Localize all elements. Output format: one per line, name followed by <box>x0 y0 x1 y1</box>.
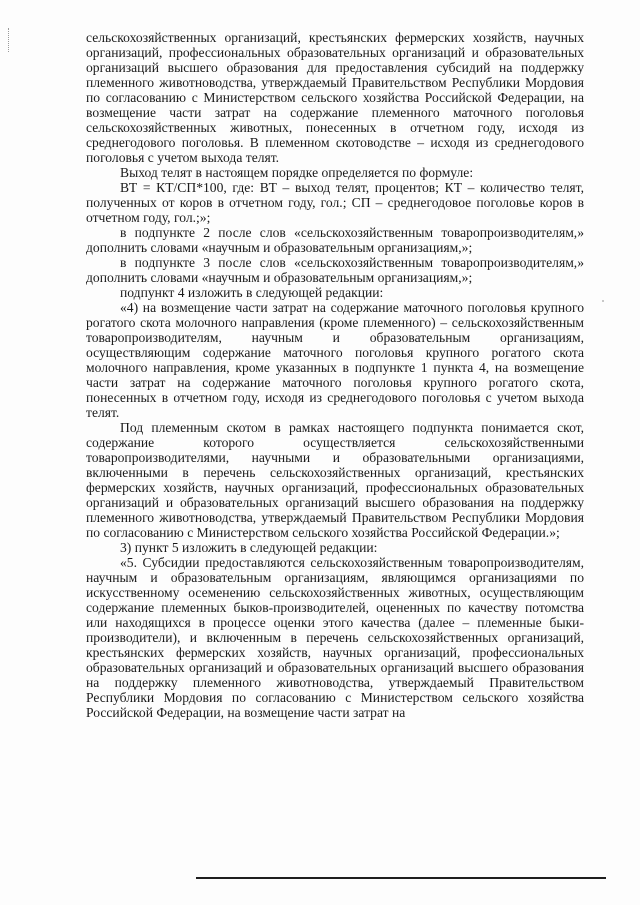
paragraph: сельскохозяйственных организаций, крестьянских фермерских хозяйств, научных организаций, профессиональных образовательных организаций и образовательных организаций высшего образования для предоставления субсидий на поддержку племенного животноводства, утверждаемый Правительством Республики Мордовия по согласованию с Министерством сельского хозяйства Российской Федерации, на возмещение части затрат на содержание племенного маточного поголовья сельскохозяйственных животных, понесенных в отчетном году, исходя из среднегодового поголовья. В племенном скотоводстве – исходя из среднегодового поголовья с учетом выхода телят. <box>86 30 584 165</box>
document-body <box>86 30 584 720</box>
paragraph: подпункт 4 изложить в следующей редакции: <box>120 285 384 300</box>
paragraph: 3) пункт 5 изложить в следующей редакции: <box>120 540 378 555</box>
scan-bottom-line <box>196 877 606 879</box>
paragraph: Под племенным скотом в рамках настоящего подпункта понимается скот, содержание которого осуществляется сельскохозяйственными товаропроизводителями, научными и образовательными организациями, включенными в перечень сельскохозяйственных организаций, крестьянских фермерских хозяйств, научных организаций, профессиональных образовательных организаций и образовательных организаций высшего образования на поддержку племенного животноводства, утверждаемый Правительством Республики Мордовия по согласованию с Министерством сельского хозяйства Российской Федерации.»; <box>86 420 584 540</box>
scan-edge-mark <box>8 28 11 52</box>
paragraph: Выход телят в настоящем порядке определяется по формуле: <box>120 165 474 180</box>
scan-speck <box>602 300 604 302</box>
paragraph: в подпункте 3 после слов «сельскохозяйственным товаропроизводителям,» дополнить словами «научным и образовательным организациям,»; <box>86 255 584 285</box>
paragraph: ВТ = КТ/СП*100, где: ВТ – выход телят, процентов; КТ – количество телят, полученных от коров в отчетном году, гол.; СП – среднегодовое поголовье коров в отчетном году, гол.;»; <box>86 180 584 225</box>
paragraph: «4) на возмещение части затрат на содержание маточного поголовья крупного рогатого скота молочного направления (кроме племенного) – сельскохозяйственным товаропроизводителям, научным и образовательным организациям, осуществляющим содержание маточного поголовья крупного рогатого скота молочного направления, кроме указанных в подпункте 1 пункта 4, на возмещение части затрат на содержание маточного поголовья крупного рогатого скота, понесенных в отчетном году, исходя из среднегодового поголовья с учетом выхода телят. <box>86 300 584 420</box>
paragraph: в подпункте 2 после слов «сельскохозяйственным товаропроизводителям,» дополнить словами «научным и образовательным организациям,»; <box>86 225 584 255</box>
paragraph: «5. Субсидии предоставляются сельскохозяйственным товаропроизводителям, научным и образовательным организациям, являющимся организациями по искусственному осеменению сельскохозяйственных животных, осуществляющим содержание племенных быков-производителей, оцененных по качеству потомства или находящихся в процессе оценки этого качества (далее – племенные быки-производители), и включенным в перечень сельскохозяйственных организаций, крестьянских фермерских хозяйств, научных организаций, профессиональных образовательных организаций и образовательных организаций высшего образования на поддержку племенного животноводства, утверждаемый Правительством Республики Мордовия по согласованию с Министерством сельского хозяйства Российской Федерации, на возмещение части затрат на <box>86 555 584 720</box>
